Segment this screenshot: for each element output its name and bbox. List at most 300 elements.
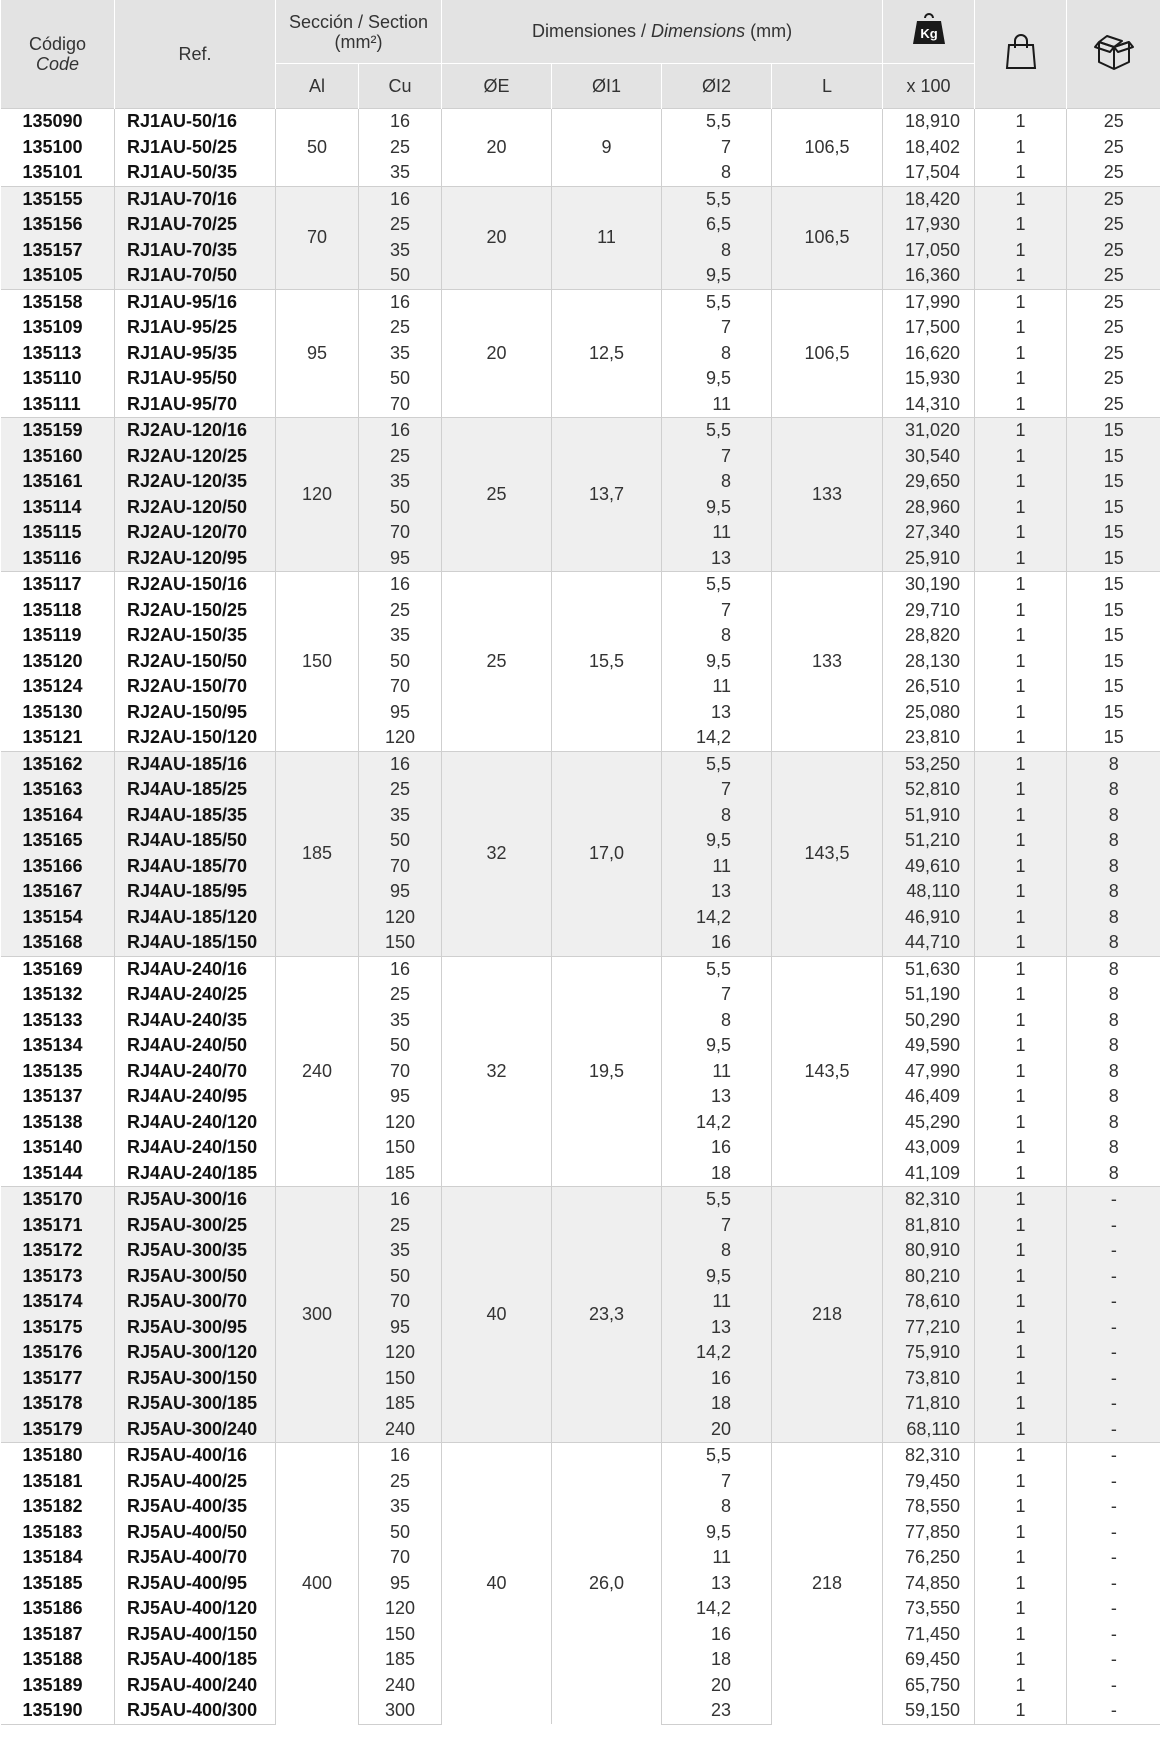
cell-bag-qty: 1 bbox=[975, 109, 1067, 135]
cell-cu: 35 bbox=[359, 160, 442, 186]
cell-bag-qty: 1 bbox=[975, 623, 1067, 649]
cell-oi2: 8 bbox=[662, 803, 772, 829]
cell-cu: 35 bbox=[359, 1008, 442, 1034]
cell-bag-qty: 1 bbox=[975, 1520, 1067, 1546]
cell-box-qty: 15 bbox=[1067, 469, 1160, 495]
cell-ref: RJ5AU-300/35 bbox=[115, 1238, 276, 1264]
cell-cu: 150 bbox=[359, 1135, 442, 1161]
cell-bag-qty: 1 bbox=[975, 1417, 1067, 1443]
cell-code: 135133 bbox=[1, 1008, 115, 1034]
cell-l: 218 bbox=[772, 1443, 883, 1725]
cell-code: 135111 bbox=[1, 392, 115, 418]
cell-cu: 25 bbox=[359, 135, 442, 161]
cell-box-qty: 15 bbox=[1067, 725, 1160, 751]
cell-al: 50 bbox=[276, 109, 359, 187]
cell-ref: RJ1AU-50/16 bbox=[115, 109, 276, 135]
cell-cu: 70 bbox=[359, 520, 442, 546]
table-row bbox=[1, 418, 1160, 444]
cell-cu: 35 bbox=[359, 238, 442, 264]
cell-bag-qty: 1 bbox=[975, 879, 1067, 905]
cell-ref: RJ5AU-400/70 bbox=[115, 1545, 276, 1571]
cell-cu: 50 bbox=[359, 828, 442, 854]
cell-l: 133 bbox=[772, 572, 883, 752]
cell-code: 135173 bbox=[1, 1264, 115, 1290]
cell-cu: 70 bbox=[359, 1059, 442, 1085]
cell-oi2: 9,5 bbox=[662, 366, 772, 392]
cell-box-qty: 8 bbox=[1067, 1059, 1160, 1085]
cell-bag-qty: 1 bbox=[975, 1135, 1067, 1161]
cell-box-qty: 15 bbox=[1067, 572, 1160, 598]
cell-weight: 51,210 bbox=[883, 828, 975, 854]
cell-weight: 46,910 bbox=[883, 905, 975, 931]
cell-oe: 20 bbox=[442, 186, 552, 289]
cell-oi2: 5,5 bbox=[662, 751, 772, 777]
cell-cu: 35 bbox=[359, 1238, 442, 1264]
cell-bag-qty: 1 bbox=[975, 854, 1067, 880]
cell-ref: RJ5AU-400/50 bbox=[115, 1520, 276, 1546]
cell-oi2: 7 bbox=[662, 777, 772, 803]
cell-code: 135164 bbox=[1, 803, 115, 829]
cell-weight: 81,810 bbox=[883, 1213, 975, 1239]
cell-weight: 80,910 bbox=[883, 1238, 975, 1264]
cell-weight: 49,590 bbox=[883, 1033, 975, 1059]
cell-code: 135185 bbox=[1, 1571, 115, 1597]
cell-code: 135138 bbox=[1, 1110, 115, 1136]
cell-weight: 18,910 bbox=[883, 109, 975, 135]
cell-ref: RJ2AU-150/120 bbox=[115, 725, 276, 751]
cell-box-qty: - bbox=[1067, 1391, 1160, 1417]
cell-oi2: 11 bbox=[662, 520, 772, 546]
cell-cu: 120 bbox=[359, 1596, 442, 1622]
cell-al: 95 bbox=[276, 289, 359, 418]
cell-box-qty: 15 bbox=[1067, 444, 1160, 470]
cell-ref: RJ5AU-400/240 bbox=[115, 1673, 276, 1699]
header-dimensions-label: Dimensiones / bbox=[531, 21, 647, 41]
cell-oi2: 11 bbox=[662, 854, 772, 880]
cell-cu: 25 bbox=[359, 444, 442, 470]
cell-weight: 68,110 bbox=[883, 1417, 975, 1443]
cell-bag-qty: 1 bbox=[975, 1596, 1067, 1622]
cell-code: 135118 bbox=[1, 598, 115, 624]
cell-code: 135180 bbox=[1, 1443, 115, 1469]
cell-box-qty: 8 bbox=[1067, 930, 1160, 956]
cell-weight: 73,550 bbox=[883, 1596, 975, 1622]
cell-box-qty: - bbox=[1067, 1469, 1160, 1495]
cell-oe: 25 bbox=[442, 572, 552, 752]
cell-cu: 16 bbox=[359, 1443, 442, 1469]
cell-ref: RJ1AU-70/35 bbox=[115, 238, 276, 264]
cell-cu: 95 bbox=[359, 1084, 442, 1110]
cell-code: 135105 bbox=[1, 263, 115, 289]
cell-cu: 25 bbox=[359, 212, 442, 238]
cell-box-qty: 15 bbox=[1067, 546, 1160, 572]
cell-code: 135116 bbox=[1, 546, 115, 572]
cell-box-qty: - bbox=[1067, 1238, 1160, 1264]
cell-bag-qty: 1 bbox=[975, 956, 1067, 982]
cell-ref: RJ1AU-50/35 bbox=[115, 160, 276, 186]
cell-bag-qty: 1 bbox=[975, 982, 1067, 1008]
cell-weight: 17,050 bbox=[883, 238, 975, 264]
cell-cu: 25 bbox=[359, 315, 442, 341]
cell-box-qty: 8 bbox=[1067, 751, 1160, 777]
cell-ref: RJ4AU-240/120 bbox=[115, 1110, 276, 1136]
cell-weight: 29,650 bbox=[883, 469, 975, 495]
cell-code: 135167 bbox=[1, 879, 115, 905]
cell-weight: 28,960 bbox=[883, 495, 975, 521]
cell-oi2: 8 bbox=[662, 623, 772, 649]
cell-ref: RJ4AU-185/16 bbox=[115, 751, 276, 777]
cell-oi2: 13 bbox=[662, 1315, 772, 1341]
cell-ref: RJ4AU-240/95 bbox=[115, 1084, 276, 1110]
cell-cu: 185 bbox=[359, 1391, 442, 1417]
cell-code: 135156 bbox=[1, 212, 115, 238]
cell-box-qty: - bbox=[1067, 1673, 1160, 1699]
cell-cu: 25 bbox=[359, 777, 442, 803]
cell-cu: 70 bbox=[359, 1545, 442, 1571]
cell-box-qty: 25 bbox=[1067, 392, 1160, 418]
cell-cu: 120 bbox=[359, 725, 442, 751]
cell-cu: 95 bbox=[359, 546, 442, 572]
cell-weight: 23,810 bbox=[883, 725, 975, 751]
cell-code: 135121 bbox=[1, 725, 115, 751]
cell-box-qty: - bbox=[1067, 1366, 1160, 1392]
cell-weight: 30,190 bbox=[883, 572, 975, 598]
cell-ref: RJ1AU-95/50 bbox=[115, 366, 276, 392]
cell-oe: 32 bbox=[442, 751, 552, 956]
cell-box-qty: - bbox=[1067, 1264, 1160, 1290]
cell-ref: RJ1AU-70/16 bbox=[115, 186, 276, 212]
cell-box-qty: 15 bbox=[1067, 520, 1160, 546]
cell-oi2: 5,5 bbox=[662, 1187, 772, 1213]
header-cu: Cu bbox=[359, 64, 442, 109]
cell-oe: 40 bbox=[442, 1187, 552, 1443]
cell-l: 133 bbox=[772, 418, 883, 572]
cell-weight: 52,810 bbox=[883, 777, 975, 803]
cell-weight: 71,450 bbox=[883, 1622, 975, 1648]
cell-al: 120 bbox=[276, 418, 359, 572]
cell-code: 135113 bbox=[1, 341, 115, 367]
cell-code: 135101 bbox=[1, 160, 115, 186]
cell-bag-qty: 1 bbox=[975, 930, 1067, 956]
cell-code: 135117 bbox=[1, 572, 115, 598]
cell-bag-qty: 1 bbox=[975, 341, 1067, 367]
cell-ref: RJ5AU-300/240 bbox=[115, 1417, 276, 1443]
cell-oi2: 9,5 bbox=[662, 263, 772, 289]
header-dimensions-label-en: Dimensions bbox=[651, 21, 746, 41]
cell-oi1: 19,5 bbox=[552, 956, 662, 1187]
cell-code: 135109 bbox=[1, 315, 115, 341]
cell-weight: 16,620 bbox=[883, 341, 975, 367]
cell-code: 135175 bbox=[1, 1315, 115, 1341]
cell-ref: RJ4AU-185/70 bbox=[115, 854, 276, 880]
cell-bag-qty: 1 bbox=[975, 1289, 1067, 1315]
cell-ref: RJ2AU-120/95 bbox=[115, 546, 276, 572]
cell-ref: RJ2AU-150/35 bbox=[115, 623, 276, 649]
cell-oe: 20 bbox=[442, 289, 552, 418]
cell-oi2: 18 bbox=[662, 1391, 772, 1417]
cell-box-qty: 25 bbox=[1067, 341, 1160, 367]
cell-bag-qty: 1 bbox=[975, 289, 1067, 315]
cell-code: 135158 bbox=[1, 289, 115, 315]
cell-bag-qty: 1 bbox=[975, 1110, 1067, 1136]
cell-weight: 79,450 bbox=[883, 1469, 975, 1495]
cell-weight: 59,150 bbox=[883, 1698, 975, 1724]
cell-code: 135184 bbox=[1, 1545, 115, 1571]
cell-bag-qty: 1 bbox=[975, 366, 1067, 392]
cell-weight: 49,610 bbox=[883, 854, 975, 880]
header-code-label: Código bbox=[28, 34, 87, 54]
cell-oi1: 26,0 bbox=[552, 1443, 662, 1725]
cell-code: 135132 bbox=[1, 982, 115, 1008]
cell-cu: 16 bbox=[359, 572, 442, 598]
cell-al: 185 bbox=[276, 751, 359, 956]
cell-oi2: 8 bbox=[662, 1494, 772, 1520]
cell-weight: 25,910 bbox=[883, 546, 975, 572]
cell-ref: RJ5AU-300/50 bbox=[115, 1264, 276, 1290]
cell-oi2: 5,5 bbox=[662, 289, 772, 315]
table-header bbox=[1, 0, 1160, 109]
cell-box-qty: 25 bbox=[1067, 289, 1160, 315]
cell-oi2: 11 bbox=[662, 1545, 772, 1571]
cell-al: 400 bbox=[276, 1443, 359, 1725]
cell-box-qty: - bbox=[1067, 1187, 1160, 1213]
cell-weight: 80,210 bbox=[883, 1264, 975, 1290]
cell-cu: 50 bbox=[359, 649, 442, 675]
cell-weight: 29,710 bbox=[883, 598, 975, 624]
cell-weight: 47,990 bbox=[883, 1059, 975, 1085]
cell-box-qty: 8 bbox=[1067, 1110, 1160, 1136]
cell-oi2: 14,2 bbox=[662, 1110, 772, 1136]
cell-ref: RJ4AU-185/25 bbox=[115, 777, 276, 803]
cell-weight: 18,402 bbox=[883, 135, 975, 161]
cell-ref: RJ4AU-185/150 bbox=[115, 930, 276, 956]
cell-cu: 95 bbox=[359, 700, 442, 726]
cell-cu: 50 bbox=[359, 1520, 442, 1546]
cell-box-qty: 8 bbox=[1067, 777, 1160, 803]
cell-l: 143,5 bbox=[772, 956, 883, 1187]
cell-weight: 14,310 bbox=[883, 392, 975, 418]
cell-code: 135166 bbox=[1, 854, 115, 880]
cell-cu: 50 bbox=[359, 495, 442, 521]
cell-weight: 73,810 bbox=[883, 1366, 975, 1392]
cell-box-qty: 25 bbox=[1067, 109, 1160, 135]
cell-oi2: 6,5 bbox=[662, 212, 772, 238]
cell-weight: 17,500 bbox=[883, 315, 975, 341]
table-row bbox=[1, 751, 1160, 777]
header-code bbox=[1, 0, 115, 109]
cell-code: 135181 bbox=[1, 1469, 115, 1495]
header-oi1: ØI1 bbox=[552, 64, 662, 109]
cell-ref: RJ1AU-50/25 bbox=[115, 135, 276, 161]
cell-code: 135157 bbox=[1, 238, 115, 264]
cell-bag-qty: 1 bbox=[975, 649, 1067, 675]
cell-box-qty: 25 bbox=[1067, 238, 1160, 264]
cell-weight: 78,610 bbox=[883, 1289, 975, 1315]
cell-box-qty: 8 bbox=[1067, 1135, 1160, 1161]
cell-oi2: 7 bbox=[662, 135, 772, 161]
cell-cu: 35 bbox=[359, 623, 442, 649]
cell-cu: 150 bbox=[359, 1622, 442, 1648]
cell-box-qty: - bbox=[1067, 1289, 1160, 1315]
cell-cu: 25 bbox=[359, 982, 442, 1008]
cell-oi2: 8 bbox=[662, 238, 772, 264]
cell-bag-qty: 1 bbox=[975, 263, 1067, 289]
cell-cu: 50 bbox=[359, 263, 442, 289]
cell-l: 106,5 bbox=[772, 109, 883, 187]
cell-oi2: 13 bbox=[662, 1084, 772, 1110]
cell-cu: 16 bbox=[359, 289, 442, 315]
cell-weight: 82,310 bbox=[883, 1187, 975, 1213]
table-row bbox=[1, 572, 1160, 598]
cell-weight: 48,110 bbox=[883, 879, 975, 905]
cell-ref: RJ5AU-400/150 bbox=[115, 1622, 276, 1648]
cell-box-qty: - bbox=[1067, 1647, 1160, 1673]
cell-bag-qty: 1 bbox=[975, 905, 1067, 931]
cell-oi2: 8 bbox=[662, 1238, 772, 1264]
cell-weight: 46,409 bbox=[883, 1084, 975, 1110]
cell-ref: RJ2AU-150/25 bbox=[115, 598, 276, 624]
cell-box-qty: 8 bbox=[1067, 803, 1160, 829]
cell-cu: 70 bbox=[359, 854, 442, 880]
cell-oi2: 7 bbox=[662, 982, 772, 1008]
cell-weight: 44,710 bbox=[883, 930, 975, 956]
cell-ref: RJ4AU-185/35 bbox=[115, 803, 276, 829]
cell-oi1: 11 bbox=[552, 186, 662, 289]
cell-cu: 185 bbox=[359, 1161, 442, 1187]
cell-code: 135160 bbox=[1, 444, 115, 470]
cell-weight: 53,250 bbox=[883, 751, 975, 777]
cell-cu: 35 bbox=[359, 341, 442, 367]
cell-bag-qty: 1 bbox=[975, 1443, 1067, 1469]
cell-ref: RJ4AU-185/120 bbox=[115, 905, 276, 931]
cell-box-qty: 15 bbox=[1067, 649, 1160, 675]
cell-bag-qty: 1 bbox=[975, 392, 1067, 418]
cell-bag-qty: 1 bbox=[975, 160, 1067, 186]
cell-bag-qty: 1 bbox=[975, 572, 1067, 598]
cell-oi2: 9,5 bbox=[662, 1264, 772, 1290]
header-dimensions-unit: (mm) bbox=[750, 21, 793, 41]
cell-box-qty: 25 bbox=[1067, 186, 1160, 212]
cell-bag-qty: 1 bbox=[975, 1647, 1067, 1673]
cell-oi2: 11 bbox=[662, 1289, 772, 1315]
cell-ref: RJ1AU-95/25 bbox=[115, 315, 276, 341]
cell-box-qty: 8 bbox=[1067, 879, 1160, 905]
cell-box-qty: 15 bbox=[1067, 418, 1160, 444]
cell-ref: RJ2AU-150/70 bbox=[115, 674, 276, 700]
cell-ref: RJ5AU-400/16 bbox=[115, 1443, 276, 1469]
cell-code: 135135 bbox=[1, 1059, 115, 1085]
cell-code: 135134 bbox=[1, 1033, 115, 1059]
cell-cu: 25 bbox=[359, 1213, 442, 1239]
cell-oi2: 5,5 bbox=[662, 186, 772, 212]
cell-code: 135100 bbox=[1, 135, 115, 161]
cell-bag-qty: 1 bbox=[975, 238, 1067, 264]
cell-weight: 25,080 bbox=[883, 700, 975, 726]
cell-weight: 71,810 bbox=[883, 1391, 975, 1417]
cell-bag-qty: 1 bbox=[975, 1264, 1067, 1290]
cell-weight: 18,420 bbox=[883, 186, 975, 212]
cell-weight: 45,290 bbox=[883, 1110, 975, 1136]
cell-code: 135176 bbox=[1, 1340, 115, 1366]
cell-ref: RJ1AU-95/70 bbox=[115, 392, 276, 418]
cell-bag-qty: 1 bbox=[975, 725, 1067, 751]
cell-ref: RJ1AU-70/25 bbox=[115, 212, 276, 238]
header-bag bbox=[975, 0, 1067, 109]
cell-l: 106,5 bbox=[772, 186, 883, 289]
cell-oi2: 5,5 bbox=[662, 572, 772, 598]
cell-ref: RJ2AU-120/70 bbox=[115, 520, 276, 546]
cell-code: 135188 bbox=[1, 1647, 115, 1673]
header-kg-unit: x 100 bbox=[883, 64, 975, 109]
cell-box-qty: - bbox=[1067, 1520, 1160, 1546]
cell-bag-qty: 1 bbox=[975, 803, 1067, 829]
cell-cu: 50 bbox=[359, 1033, 442, 1059]
cell-code: 135169 bbox=[1, 956, 115, 982]
cell-bag-qty: 1 bbox=[975, 700, 1067, 726]
cell-code: 135130 bbox=[1, 700, 115, 726]
cell-cu: 35 bbox=[359, 1494, 442, 1520]
header-section-label: Sección / Section bbox=[288, 11, 429, 32]
cell-bag-qty: 1 bbox=[975, 1084, 1067, 1110]
cell-ref: RJ5AU-400/185 bbox=[115, 1647, 276, 1673]
cell-weight: 17,504 bbox=[883, 160, 975, 186]
cell-oi2: 7 bbox=[662, 315, 772, 341]
cell-oi2: 5,5 bbox=[662, 418, 772, 444]
table-row bbox=[1, 1187, 1160, 1213]
cell-box-qty: 15 bbox=[1067, 700, 1160, 726]
cell-weight: 41,109 bbox=[883, 1161, 975, 1187]
cell-bag-qty: 1 bbox=[975, 1571, 1067, 1597]
cell-oi2: 9,5 bbox=[662, 1520, 772, 1546]
cell-box-qty: 8 bbox=[1067, 828, 1160, 854]
cell-ref: RJ4AU-240/70 bbox=[115, 1059, 276, 1085]
cell-weight: 17,930 bbox=[883, 212, 975, 238]
cell-cu: 50 bbox=[359, 366, 442, 392]
cell-code: 135172 bbox=[1, 1238, 115, 1264]
cell-ref: RJ5AU-400/120 bbox=[115, 1596, 276, 1622]
cell-bag-qty: 1 bbox=[975, 598, 1067, 624]
cell-oi1: 12,5 bbox=[552, 289, 662, 418]
cell-code: 135189 bbox=[1, 1673, 115, 1699]
cell-bag-qty: 1 bbox=[975, 1494, 1067, 1520]
cell-bag-qty: 1 bbox=[975, 315, 1067, 341]
cell-oi2: 13 bbox=[662, 879, 772, 905]
cell-bag-qty: 1 bbox=[975, 1340, 1067, 1366]
header-weight bbox=[883, 0, 975, 64]
cell-bag-qty: 1 bbox=[975, 1315, 1067, 1341]
cell-code: 135183 bbox=[1, 1520, 115, 1546]
cell-oi2: 9,5 bbox=[662, 495, 772, 521]
cell-bag-qty: 1 bbox=[975, 1213, 1067, 1239]
cell-code: 135115 bbox=[1, 520, 115, 546]
cell-oi2: 20 bbox=[662, 1417, 772, 1443]
cell-weight: 74,850 bbox=[883, 1571, 975, 1597]
cell-ref: RJ2AU-120/50 bbox=[115, 495, 276, 521]
cell-bag-qty: 1 bbox=[975, 1033, 1067, 1059]
cell-bag-qty: 1 bbox=[975, 1238, 1067, 1264]
cell-code: 135186 bbox=[1, 1596, 115, 1622]
cell-weight: 16,360 bbox=[883, 263, 975, 289]
cell-weight: 30,540 bbox=[883, 444, 975, 470]
table-body bbox=[1, 109, 1160, 1725]
cell-weight: 27,340 bbox=[883, 520, 975, 546]
cell-cu: 35 bbox=[359, 803, 442, 829]
cell-box-qty: - bbox=[1067, 1417, 1160, 1443]
table-row bbox=[1, 289, 1160, 315]
cell-bag-qty: 1 bbox=[975, 1698, 1067, 1724]
cell-weight: 28,820 bbox=[883, 623, 975, 649]
cell-box-qty: 15 bbox=[1067, 598, 1160, 624]
